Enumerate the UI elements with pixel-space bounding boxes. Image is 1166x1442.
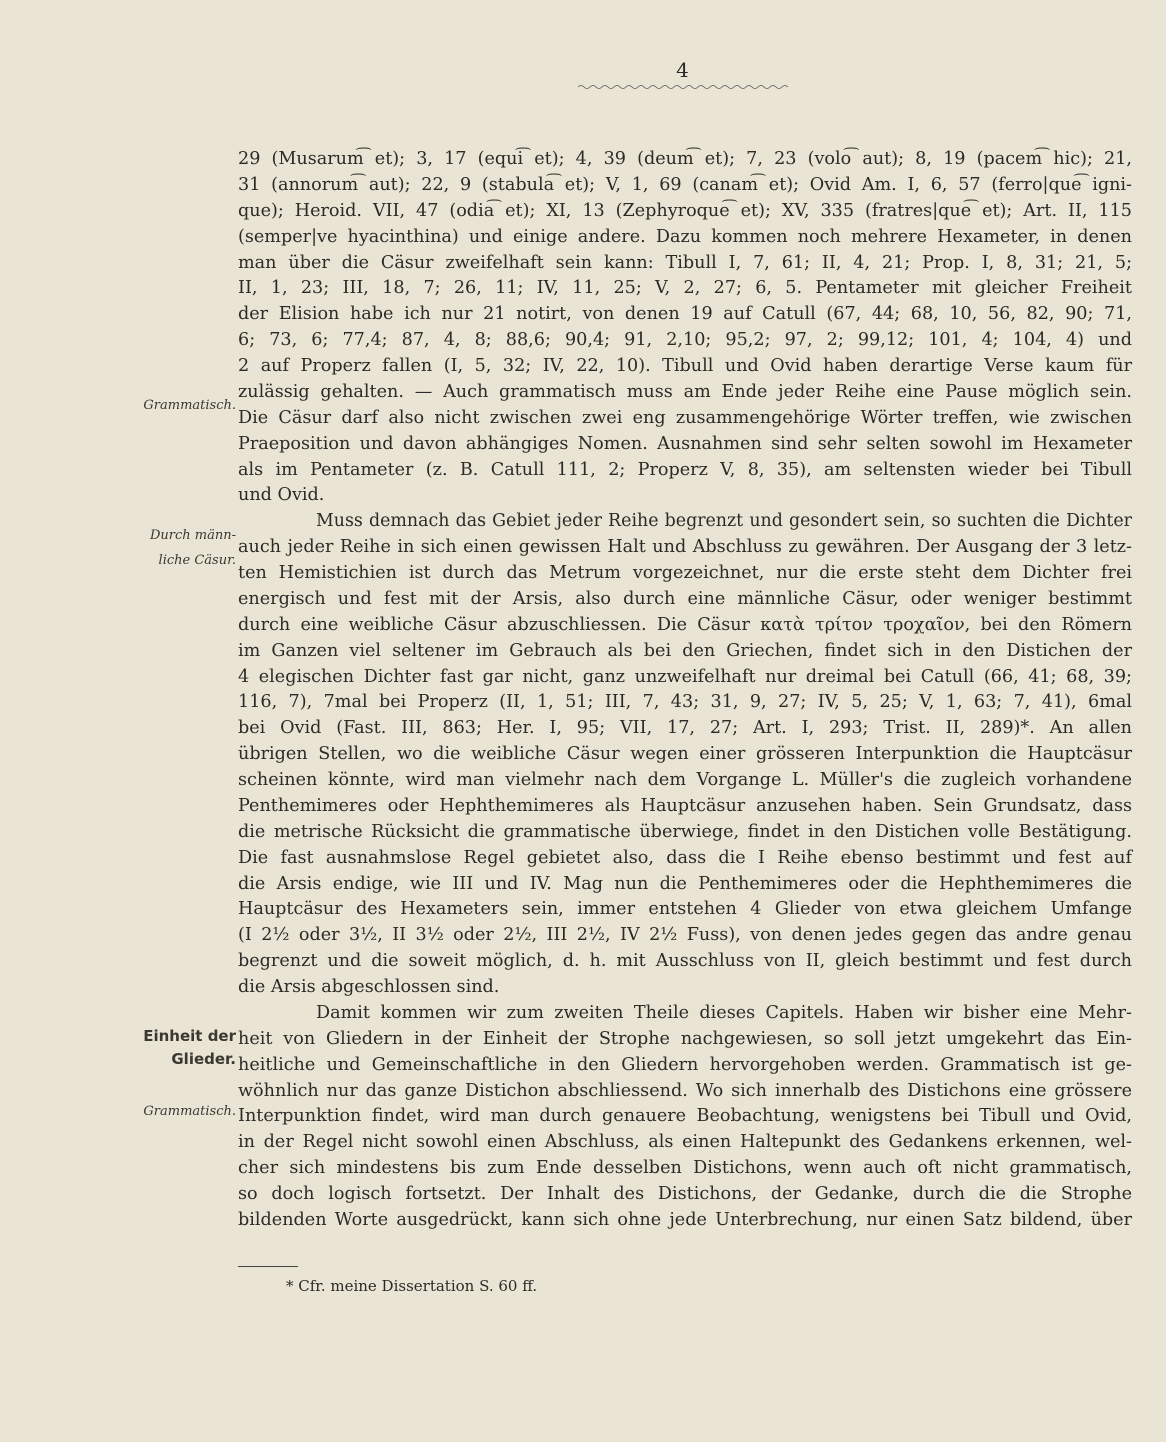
text-line: im Ganzen viel seltener im Gebrauch als bei den Griechen, findet sich in den Distichen der: [238, 640, 1132, 661]
text-line: bildenden Worte ausgedrückt, kann sich ohne jede Unterbrechung, nur einen Satz bildend, über: [238, 1209, 1132, 1230]
margin-note-einheit: Einheit der: [143, 1027, 236, 1045]
footnote: * Cfr. meine Dissertation S. 60 ff.: [286, 1277, 538, 1295]
footnote-rule: [238, 1266, 298, 1267]
text-line: scheinen könnte, wird man vielmehr nach dem Vorgange L. Müller's die zugleich vorhandene: [238, 770, 1132, 790]
text-line: in der Regel nicht sowohl einen Abschluss, als einen Haltepunkt des Gedankens erkennen, wel-: [238, 1132, 1132, 1153]
text-line: 116, 7), 7mal bei Properz (II, 1, 51; III, 7, 43; 31, 9, 27; IV, 5, 25; V, 1, 63; 7, 41), 6mal: [238, 692, 1132, 713]
text-line: als im Pentameter (z. B. Catull 111, 2; Properz V, 8, 35), am seltensten wieder bei Tibull: [238, 459, 1132, 480]
margin-note-durch-maennliche: Durch männ-: [149, 528, 236, 543]
margin-note-einheit-2: Glieder.: [171, 1050, 236, 1068]
margin-note-grammatisch-2: Grammatisch.: [143, 1104, 236, 1119]
text-line: 31 (annorum͡ aut); 22, 9 (stabula͡ et); V, 1, 69 (canam͡ et); Ovid Am. I, 6, 57 (ferro|que͡ igni-: [238, 174, 1132, 195]
text-line: der Elision habe ich nur 21 notirt, von denen 19 auf Catull (67, 44; 68, 10, 56, 82, 90; 71,: [238, 304, 1132, 325]
text-line: 4 elegischen Dichter fast gar nicht, ganz unzweifelhaft nur dreimal bei Catull (66, 41; 68, 39;: [238, 666, 1132, 687]
text-line: que); Heroid. VII, 47 (odia͡ et); XI, 13 (Zephyroque͡ et); XV, 335 (fratres|que͡ et); Art. II, 115: [238, 200, 1132, 221]
text-line: auch jeder Reihe in sich einen gewissen Halt und Abschluss zu gewähren. Der Ausgang der 3 letz-: [238, 537, 1132, 558]
text-line: ten Hemistichien ist durch das Metrum vorgezeichnet, nur die erste steht dem Dichter frei: [238, 563, 1132, 583]
text-line: (I 2½ oder 3½, II 3½ oder 2½, III 2½, IV 2½ Fuss), von denen jedes gegen das andre genau: [238, 925, 1132, 946]
text-line: Interpunktion findet, wird man durch genauere Beobachtung, wenigstens bei Tibull und Ovid,: [238, 1106, 1132, 1127]
text-line: energisch und fest mit der Arsis, also durch eine männliche Cäsur, oder weniger bestimmt: [238, 588, 1132, 609]
text-line: Hauptcäsur des Hexameters sein, immer entstehen 4 Glieder von etwa gleichem Umfange: [238, 899, 1132, 920]
text-line: II, 1, 23; III, 18, 7; 26, 11; IV, 11, 25; V, 2, 27; 6, 5. Pentameter mit gleicher Freiheit: [238, 278, 1132, 299]
text-line: wöhnlich nur das ganze Distichon abschliessend. Wo sich innerhalb des Distichons eine grössere: [238, 1080, 1132, 1101]
margin-note-durch-maennliche-2: liche Cäsur.: [158, 553, 236, 568]
text-line: die Arsis abgeschlossen sind.: [238, 977, 500, 997]
text-line: so doch logisch fortsetzt. Der Inhalt des Distichons, der Gedanke, durch die die Strophe: [238, 1184, 1132, 1204]
text-line: Damit kommen wir zum zweiten Theile dieses Capitels. Haben wir bisher eine Mehr-: [316, 1002, 1132, 1023]
text-line: heit von Gliedern in der Einheit der Strophe nachgewiesen, so soll jetzt umgekehrt das Ein-: [238, 1028, 1132, 1049]
text-line: begrenzt und die soweit möglich, d. h. mit Ausschluss von II, gleich bestimmt und fest durch: [238, 951, 1132, 972]
text-line: Muss demnach das Gebiet jeder Reihe begrenzt und gesondert sein, so suchten die Dichter: [316, 511, 1132, 532]
body-text: [238, 147, 1132, 1234]
text-line: 29 (Musarum͡ et); 3, 17 (equi͡ et); 4, 39 (deum͡ et); 7, 23 (volo͡ aut); 8, 19 (pacem͡ hic); 21,: [238, 149, 1132, 169]
text-line: (semper|ve hyacinthina) und einige andere. Dazu kommen noch mehrere Hexameter, in denen: [238, 226, 1132, 247]
text-line: cher sich mindestens bis zum Ende desselben Distichons, wenn auch oft nicht grammatisch,: [238, 1158, 1132, 1179]
text-line: man über die Cäsur zweifelhaft sein kann: Tibull I, 7, 61; II, 4, 21; Prop. I, 8, 31; 21, 5;: [238, 252, 1132, 273]
text-line: heitliche und Gemeinschaftliche in den Gliedern hervorgehoben werden. Grammatisch ist ge-: [238, 1054, 1132, 1075]
margin-note-grammatisch: Grammatisch.: [143, 398, 236, 413]
text-line: 2 auf Properz fallen (I, 5, 32; IV, 22, 10). Tibull und Ovid haben derartige Verse kaum für: [238, 356, 1132, 376]
text-line: zulässig gehalten. — Auch grammatisch muss am Ende jeder Reihe eine Pause möglich sein.: [238, 381, 1132, 402]
text-line: Praeposition und davon abhängiges Nomen. Ausnahmen sind sehr selten sowohl im Hexameter: [238, 433, 1132, 454]
ornamental-rule: [578, 84, 790, 90]
text-line: die metrische Rücksicht die grammatische überwiege, findet in den Distichen volle Bestätigung.: [238, 821, 1132, 842]
text-line: und Ovid.: [238, 485, 325, 506]
text-line: Die Cäsur darf also nicht zwischen zwei eng zusammengehörige Wörter treffen, wie zwischen: [238, 407, 1132, 428]
page-number: 4: [676, 58, 690, 82]
text-line: durch eine weibliche Cäsur abzuschliessen. Die Cäsur κατὰ τρίτον τροχαῖον, bei den Römern: [238, 614, 1132, 635]
text-line: übrigen Stellen, wo die weibliche Cäsur wegen einer grösseren Interpunktion die Hauptcäsur: [238, 744, 1132, 765]
text-line: Die fast ausnahmslose Regel gebietet also, dass die I Reihe ebenso bestimmt und fest auf: [238, 847, 1132, 868]
text-line: Penthemimeres oder Hephthemimeres als Hauptcäsur anzusehen haben. Sein Grundsatz, dass: [238, 795, 1132, 816]
text-line: 6; 73, 6; 77,4; 87, 4, 8; 88,6; 90,4; 91, 2,10; 95,2; 97, 2; 99,12; 101, 4; 104, 4) und: [238, 330, 1132, 351]
text-line: bei Ovid (Fast. III, 863; Her. I, 95; VII, 17, 27; Art. I, 293; Trist. II, 289)*. An allen: [238, 718, 1132, 739]
text-line: die Arsis endige, wie III und IV. Mag nun die Penthemimeres oder die Hephthemimeres die: [238, 873, 1132, 894]
